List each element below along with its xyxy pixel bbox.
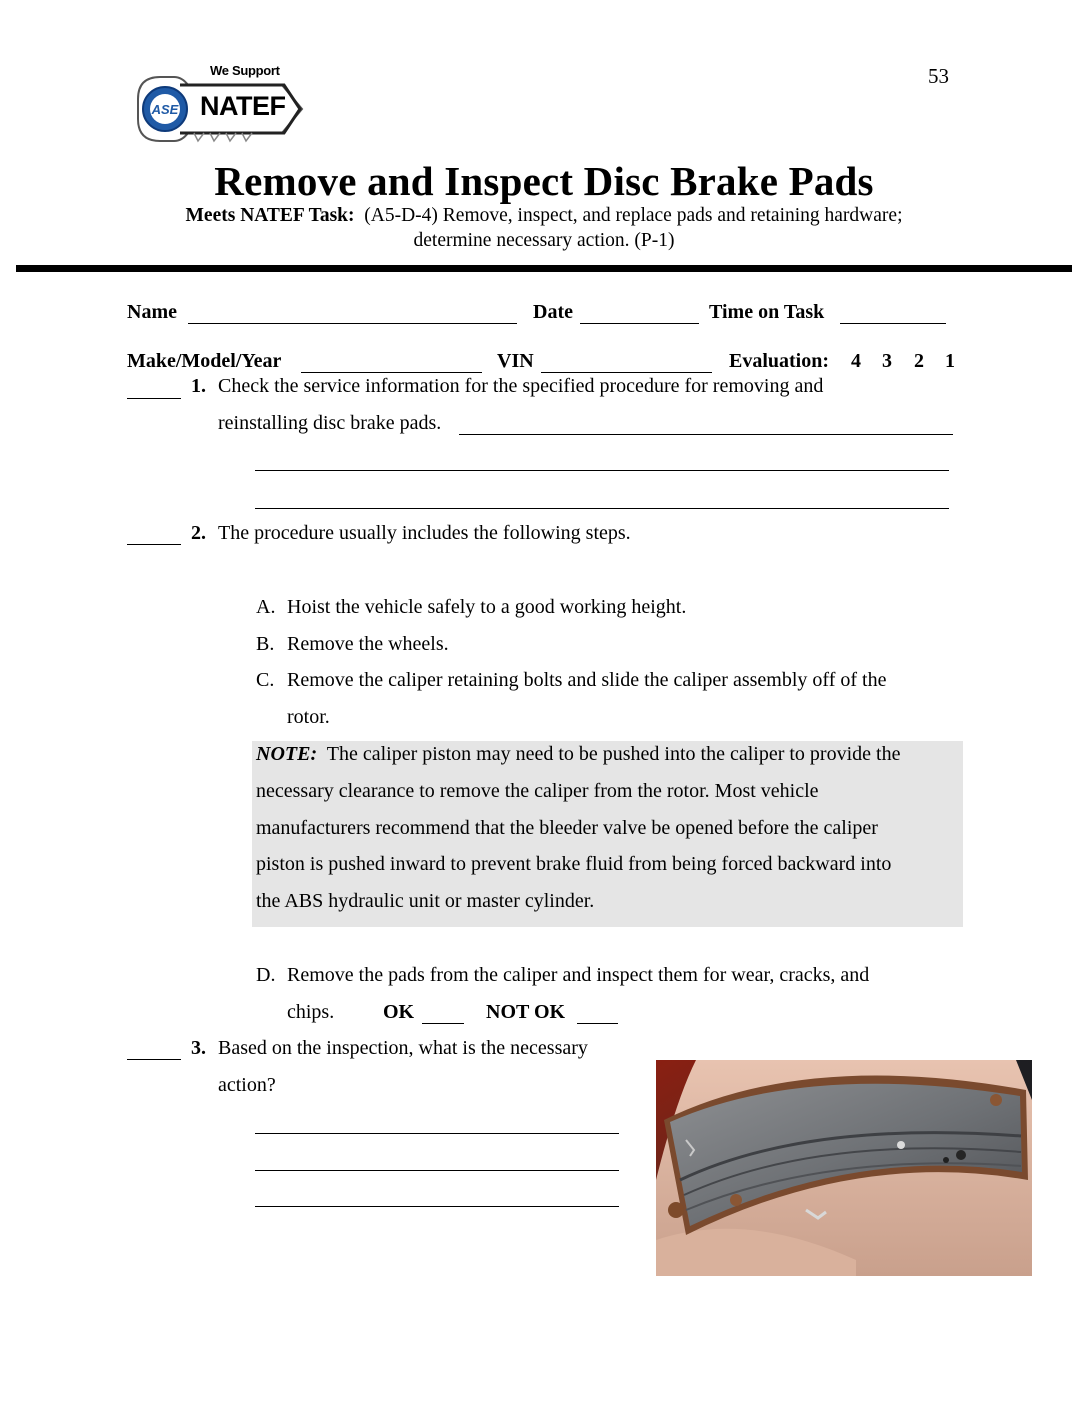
name-label: Name: [127, 301, 177, 323]
substep-c-letter: C.: [256, 669, 275, 691]
step3-checkbox-line[interactable]: [127, 1059, 181, 1060]
header-divider: [16, 265, 1072, 272]
page-number: 53: [928, 64, 949, 88]
step2-text: The procedure usually includes the following steps.: [218, 522, 631, 544]
step1-answer-line-1[interactable]: [459, 434, 953, 435]
ok-label: OK: [383, 1001, 415, 1023]
time-on-task-label: Time on Task: [709, 301, 825, 323]
step1-answer-line-2[interactable]: [255, 470, 949, 471]
date-field[interactable]: [580, 323, 699, 324]
vin-field[interactable]: [541, 372, 712, 373]
not-ok-checkbox-line[interactable]: [577, 1023, 618, 1024]
logo-tagline: We Support: [210, 63, 280, 78]
note-line-2: necessary clearance to remove the caliper from the rotor. Most vehicle: [256, 780, 819, 802]
natef-logo: [134, 63, 306, 147]
substep-c-text: Remove the caliper retaining bolts and slide the caliper assembly off of the: [287, 669, 887, 691]
brake-pad-photo: [656, 1060, 1032, 1276]
step3-text-2: action?: [218, 1074, 276, 1096]
step3-answer-line-1[interactable]: [255, 1133, 619, 1134]
substep-b-letter: B.: [256, 633, 275, 655]
step3-number: 3.: [191, 1037, 206, 1059]
logo-brand: NATEF: [200, 91, 286, 121]
step1-number: 1.: [191, 375, 206, 397]
step2-number: 2.: [191, 522, 206, 544]
substep-a-text: Hoist the vehicle safely to a good working height.: [287, 596, 687, 618]
note-line-1: NOTE: The caliper piston may need to be pushed into the caliper to provide the: [256, 743, 901, 765]
evaluation-score-1[interactable]: 1: [945, 350, 955, 372]
time-on-task-field[interactable]: [840, 323, 946, 324]
step1-text: Check the service information for the specified procedure for removing and: [218, 375, 824, 397]
note-line-4: piston is pushed inward to prevent brake fluid from being forced backward into: [256, 853, 892, 875]
subtitle: [0, 203, 1088, 253]
step2-checkbox-line[interactable]: [127, 544, 181, 545]
note-line-3: manufacturers recommend that the bleeder valve be opened before the caliper: [256, 817, 878, 839]
substep-d-text-2: chips.: [287, 1001, 335, 1023]
task-text: (A5-D-4) Remove, inspect, and replace pads and retaining hardware;: [364, 205, 903, 226]
step1-text-2: reinstalling disc brake pads.: [218, 412, 442, 434]
step3-answer-line-2[interactable]: [255, 1170, 619, 1171]
step1-answer-line-3[interactable]: [255, 508, 949, 509]
note-line-5: the ABS hydraulic unit or master cylinder.: [256, 890, 595, 912]
evaluation-score-3[interactable]: 3: [882, 350, 892, 372]
ok-checkbox-line[interactable]: [422, 1023, 464, 1024]
task-label: Meets NATEF Task:: [185, 205, 355, 226]
name-field[interactable]: [188, 323, 517, 324]
make-model-year-field[interactable]: [301, 372, 482, 373]
not-ok-label: NOT OK: [486, 1001, 566, 1023]
evaluation-label: Evaluation:: [729, 350, 830, 372]
task-text-2: determine necessary action. (P-1): [413, 230, 675, 251]
evaluation-score-2[interactable]: 2: [914, 350, 924, 372]
vin-label: VIN: [497, 350, 534, 372]
step3-answer-line-3[interactable]: [255, 1206, 619, 1207]
step1-checkbox-line[interactable]: [127, 398, 181, 399]
note-label: NOTE:: [256, 743, 318, 765]
date-label: Date: [533, 301, 573, 323]
substep-d-text: Remove the pads from the caliper and inspect them for wear, cracks, and: [287, 964, 870, 986]
substep-c-text-2: rotor.: [287, 706, 330, 728]
step3-text: Based on the inspection, what is the necessary: [218, 1037, 588, 1059]
substep-b-text: Remove the wheels.: [287, 633, 449, 655]
substep-a-letter: A.: [256, 596, 276, 618]
evaluation-score-4[interactable]: 4: [851, 350, 861, 372]
logo-badge-text: ASE: [151, 102, 179, 117]
substep-d-letter: D.: [256, 964, 276, 986]
make-model-year-label: Make/Model/Year: [127, 350, 282, 372]
page-title: Remove and Inspect Disc Brake Pads: [214, 158, 874, 204]
